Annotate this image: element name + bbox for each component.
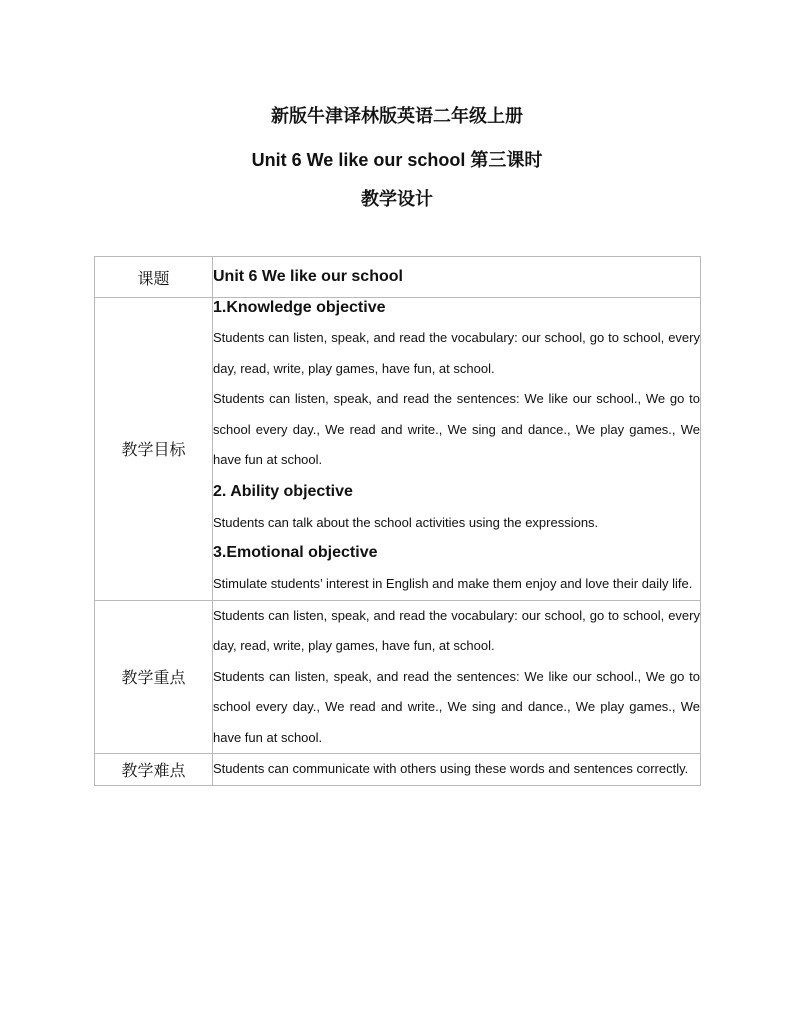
key-points-label: 教学重点 [95, 600, 213, 754]
objectives-label: 教学目标 [95, 298, 213, 601]
subject-label: 课题 [95, 257, 213, 298]
ability-heading: 2. Ability objective [213, 482, 353, 500]
objectives-row [95, 298, 701, 601]
key-points-cell [213, 600, 701, 754]
knowledge-heading: 1.Knowledge objective [213, 299, 386, 316]
document-title: 新版牛津译林版英语二年级上册 [271, 106, 523, 126]
difficult-points-label: 教学难点 [95, 754, 213, 786]
emotional-heading: 3.Emotional objective [213, 544, 378, 561]
objectives-cell [213, 298, 701, 601]
difficult-points-cell [213, 754, 701, 786]
key-points-row [95, 600, 701, 754]
subject-value: Unit 6 We like our school [213, 268, 403, 285]
document-subtitle: Unit 6 We like our school 第三课时 [251, 150, 543, 170]
document-type: 教学设计 [361, 189, 433, 209]
knowledge-sentences-text: Students can listen, speak, and read the sentences: We like our school., We go to school every day., We read and write., We sing and dance., We play games., We have fun at school. [213, 391, 700, 467]
key-vocab-text: Students can listen, speak, and read the vocabulary: our school, go to school, every day, read, write, play games, have fun, at school. [213, 607, 700, 653]
key-sentences-text: Students can listen, speak, and read the sentences: We like our school., We go to school every day., We read and write., We sing and dance., We play games., We have fun at school. [213, 668, 700, 745]
difficult-text: Students can communicate with others using these words and sentences correctly. [213, 761, 689, 776]
subject-cell [213, 257, 701, 298]
difficult-points-row [95, 754, 701, 786]
knowledge-vocab-text: Students can listen, speak, and read the vocabulary: our school, go to school, every day, read, write, play games, have fun, at school. [213, 330, 700, 376]
lesson-plan-table [94, 256, 701, 786]
ability-text: Students can talk about the school activities using the expressions. [213, 514, 599, 530]
emotional-text: Stimulate students’ interest in English and make them enjoy and love their daily life. [213, 576, 693, 591]
subject-row [95, 257, 701, 298]
